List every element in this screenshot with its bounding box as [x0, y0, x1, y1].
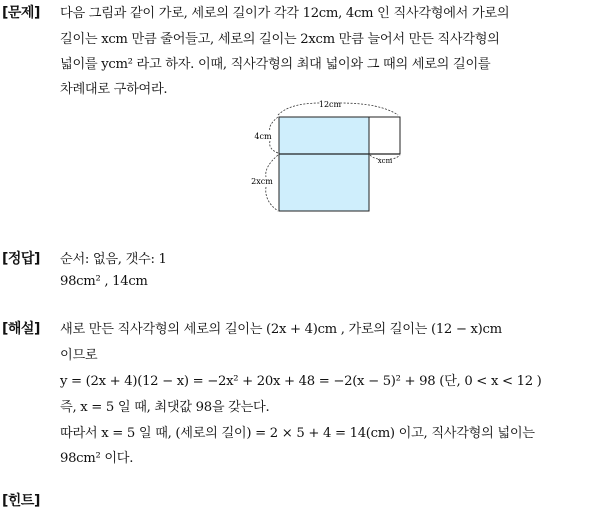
- figure-left-label: 4cm: [254, 132, 272, 141]
- problem-label: [문제]: [2, 5, 40, 21]
- hint-label: [힌트]: [2, 493, 40, 509]
- problem-line-4: 차례대로 구하여라.: [60, 82, 168, 97]
- answer-line-1: 순서: 없음, 갯수: 1: [60, 252, 167, 267]
- removed-strip: [369, 117, 400, 154]
- problem-line-3: 넓이를 ycm² 라고 하자. 이때, 직사각형의 최대 넓이와 그 때의 세로의 길이를: [60, 57, 491, 72]
- figure-top-label: 12cm: [318, 100, 342, 109]
- figure-left-bottom-label: 2xcm: [251, 177, 273, 186]
- solution-line-2: 이므로: [60, 348, 98, 363]
- shaded-top-rect: [279, 117, 369, 154]
- solution-line-4: 즉, x = 5 일 때, 최댓값 98을 갖는다.: [60, 400, 270, 415]
- answer-line-2: 98cm² , 14cm: [60, 274, 148, 289]
- problem-line-2: 길이는 xcm 만큼 줄어들고, 세로의 길이는 2xcm 만큼 늘어서 만든 직사각형의: [60, 32, 500, 47]
- answer-label: [정답]: [2, 251, 40, 267]
- solution-line-6: 98cm² 이다.: [60, 451, 134, 466]
- figure-right-label: xcm: [377, 157, 393, 165]
- rectangle-figure: [240, 97, 410, 217]
- solution-line-3: y = (2x + 4)(12 − x) = −2x² + 20x + 48 = −2(x − 5)² + 98 (단, 0 < x < 12 ): [60, 374, 542, 389]
- solution-label: [해설]: [2, 321, 40, 337]
- solution-line-5: 따라서 x = 5 일 때, (세로의 길이) = 2 × 5 + 4 = 14(cm) 이고, 직사각형의 넓이는: [60, 426, 535, 441]
- problem-line-1: 다음 그림과 같이 가로, 세로의 길이가 각각 12cm, 4cm 인 직사각형에서 가로의: [60, 6, 510, 21]
- shaded-bottom-rect: [279, 154, 369, 211]
- solution-line-1: 새로 만든 직사각형의 세로의 길이는 (2x + 4)cm , 가로의 길이는 (12 − x)cm: [60, 322, 502, 337]
